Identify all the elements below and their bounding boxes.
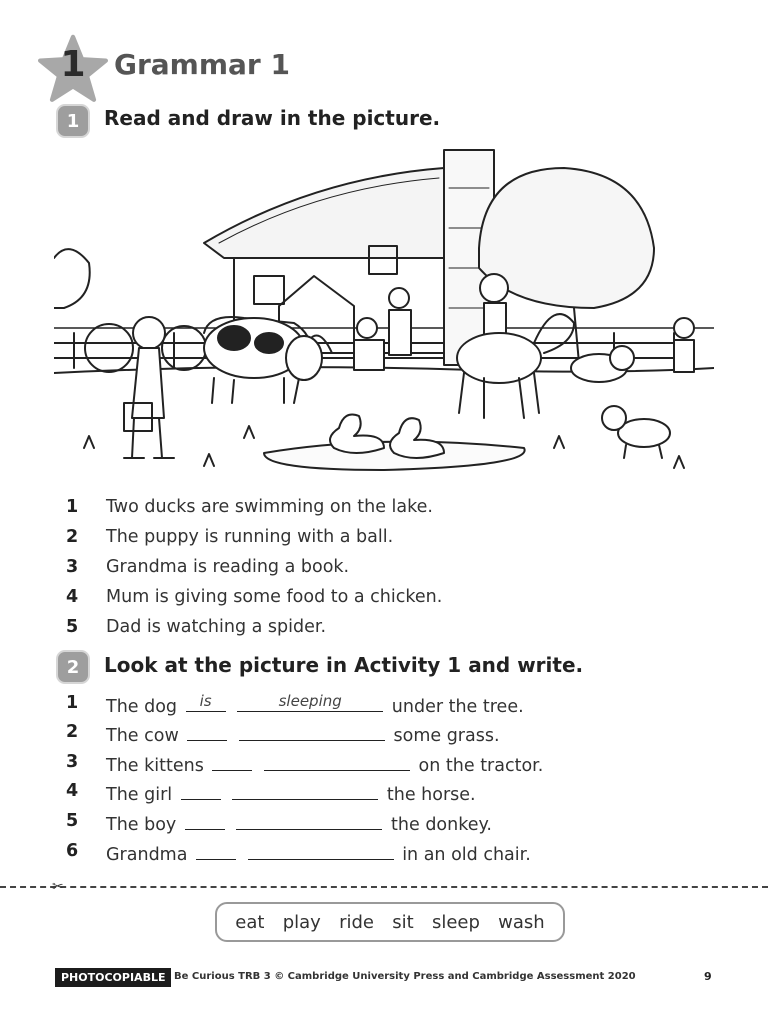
item-number: 4 (66, 781, 79, 801)
word-bank-item: ride (339, 911, 374, 933)
cut-line (0, 886, 768, 888)
sentence (106, 781, 476, 805)
sentence-end: in an old chair. (402, 845, 531, 865)
copyright-text: Be Curious TRB 3 © Cambridge University Press and Cambridge Assessment 2020 (174, 971, 636, 982)
item-number: 2 (66, 527, 79, 547)
word-bank-item: sit (392, 911, 414, 933)
handwritten-answer: sleeping (278, 692, 342, 710)
item-text: Two ducks are swimming on the lake. (106, 497, 433, 517)
sentence-start: Grandma (106, 845, 188, 865)
page-title: Grammar 1 (114, 48, 290, 81)
handwritten-answer: is (199, 692, 212, 710)
item-text: Grandma is reading a book. (106, 557, 350, 577)
farm-scene-illustration (54, 148, 714, 480)
item-number: 4 (66, 587, 79, 607)
answer-blank-2[interactable] (264, 752, 410, 771)
word-bank (215, 902, 565, 942)
item-text: Mum is giving some food to a chicken. (106, 587, 443, 607)
sentence (106, 752, 543, 776)
answer-blank-1[interactable] (185, 811, 225, 830)
answer-blank-1[interactable] (196, 841, 236, 860)
answer-blank-2[interactable] (236, 811, 382, 830)
item-number: 6 (66, 841, 79, 861)
answer-blank-2[interactable] (237, 693, 383, 712)
page-number: 9 (704, 970, 712, 983)
answer-blank-2[interactable] (232, 781, 378, 800)
sentence-start: The kittens (106, 756, 204, 776)
sentence (106, 811, 492, 835)
answer-blank-1[interactable] (187, 722, 227, 741)
sentence (106, 693, 524, 717)
item-number: 3 (66, 557, 79, 577)
sentence-end: the horse. (386, 785, 476, 805)
activity-1-title: Read and draw in the picture. (104, 106, 441, 130)
item-number: 1 (66, 497, 79, 517)
word-bank-item: wash (498, 911, 545, 933)
sentence (106, 841, 531, 865)
scissors-icon: ✂ (52, 879, 64, 895)
item-number: 5 (66, 617, 79, 637)
sentence-start: The boy (106, 815, 177, 835)
word-bank-item: sleep (431, 911, 480, 933)
sentence-start: The dog (106, 697, 178, 717)
answer-blank-2[interactable] (239, 722, 385, 741)
item-text: Dad is watching a spider. (106, 617, 327, 637)
item-text: The puppy is running with a ball. (106, 527, 394, 547)
answer-blank-1[interactable] (181, 781, 221, 800)
item-number: 1 (66, 693, 79, 713)
sentence-start: The girl (106, 785, 173, 805)
activity-1-badge: 1 (56, 104, 90, 138)
sentence-end: on the tractor. (418, 756, 544, 776)
activity-2-title: Look at the picture in Activity 1 and write. (104, 653, 584, 677)
sentence-end: some grass. (393, 726, 500, 746)
answer-blank-1[interactable] (186, 693, 226, 712)
item-number: 2 (66, 722, 79, 742)
sentence (106, 722, 500, 746)
word-bank-item: play (282, 911, 321, 933)
word-bank-item: eat (235, 911, 265, 933)
answer-blank-1[interactable] (212, 752, 252, 771)
answer-blank-2[interactable] (248, 841, 394, 860)
item-number: 3 (66, 752, 79, 772)
unit-number: 1 (60, 44, 86, 85)
sentence-end: the donkey. (391, 815, 492, 835)
activity-2-badge: 2 (56, 650, 90, 684)
sentence-end: under the tree. (391, 697, 524, 717)
item-number: 5 (66, 811, 79, 831)
photocopiable-badge: PHOTOCOPIABLE (55, 968, 171, 987)
sentence-start: The cow (106, 726, 179, 746)
